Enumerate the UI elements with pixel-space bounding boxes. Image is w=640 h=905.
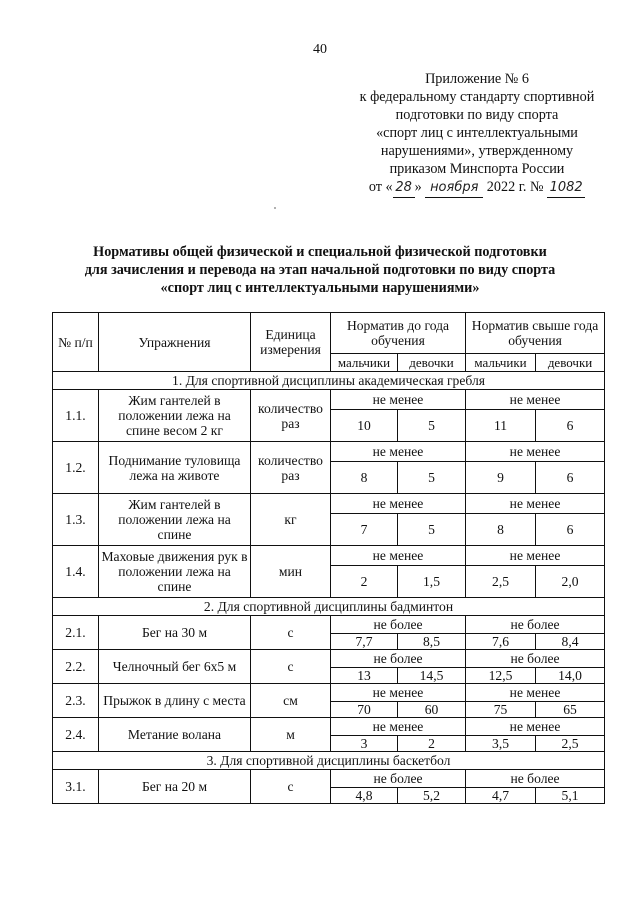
header-unit: Единица измерения <box>251 313 331 372</box>
value-after-girls: 8,4 <box>536 634 605 650</box>
exercise-name: Жим гантелей в положении лежа на спине весом 2 кг <box>99 390 251 442</box>
section-row <box>53 598 605 616</box>
table-row <box>53 494 605 514</box>
condition-after: не менее <box>466 684 605 702</box>
condition-after: не менее <box>466 718 605 736</box>
value-after-boys: 7,6 <box>466 634 536 650</box>
value-before-boys: 70 <box>331 702 398 718</box>
date-mid: » <box>414 179 422 195</box>
condition-after: не более <box>466 616 605 634</box>
table-row <box>53 684 605 702</box>
value-before-boys: 7 <box>331 514 398 546</box>
row-number: 2.1. <box>53 616 99 650</box>
header-norm-after: Норматив свыше года обучения <box>466 313 605 354</box>
unit: см <box>251 684 331 718</box>
table-row <box>53 546 605 566</box>
date-month: ноября <box>425 179 483 198</box>
section-row <box>53 372 605 390</box>
value-after-boys: 4,7 <box>466 788 536 804</box>
table-row <box>53 770 605 788</box>
condition-before: не менее <box>331 442 466 462</box>
value-after-girls: 6 <box>536 462 605 494</box>
header-boys: мальчики <box>331 354 398 372</box>
appendix-line: нарушениями», утвержденному <box>380 143 574 159</box>
appendix-line: «спорт лиц с интеллектуальными <box>376 125 578 141</box>
condition-before: не менее <box>331 390 466 410</box>
value-before-girls: 5 <box>398 462 466 494</box>
row-number: 2.3. <box>53 684 99 718</box>
row-number: 1.4. <box>53 546 99 598</box>
value-after-girls: 6 <box>536 410 605 442</box>
value-after-girls: 65 <box>536 702 605 718</box>
exercise-name: Прыжок в длину с места <box>99 684 251 718</box>
value-after-girls: 14,0 <box>536 668 605 684</box>
value-before-girls: 2 <box>398 736 466 752</box>
exercise-name: Маховые движения рук в положении лежа на спине <box>99 546 251 598</box>
condition-before: не более <box>331 770 466 788</box>
condition-before: не менее <box>331 684 466 702</box>
appendix-block <box>330 70 624 198</box>
unit: количество раз <box>251 442 331 494</box>
document-title <box>30 243 610 297</box>
condition-after: не менее <box>466 442 605 462</box>
row-number: 3.1. <box>53 770 99 804</box>
value-after-boys: 11 <box>466 410 536 442</box>
header-exercise: Упражнения <box>99 313 251 372</box>
header-girls: девочки <box>536 354 605 372</box>
unit: мин <box>251 546 331 598</box>
value-before-girls: 5 <box>398 410 466 442</box>
unit: с <box>251 770 331 804</box>
condition-before: не менее <box>331 494 466 514</box>
table-row <box>53 390 605 410</box>
row-number: 1.2. <box>53 442 99 494</box>
condition-after: не более <box>466 650 605 668</box>
section-title: 2. Для спортивной дисциплины бадминтон <box>53 598 605 616</box>
section-title: 1. Для спортивной дисциплины академическая гребля <box>53 372 605 390</box>
condition-before: не менее <box>331 718 466 736</box>
row-number: 1.3. <box>53 494 99 546</box>
value-before-boys: 10 <box>331 410 398 442</box>
scan-speck <box>274 207 276 209</box>
value-before-girls: 1,5 <box>398 566 466 598</box>
order-number: 1082 <box>547 179 585 198</box>
page-number: 40 <box>313 42 327 57</box>
table-row <box>53 442 605 462</box>
value-before-girls: 8,5 <box>398 634 466 650</box>
condition-before: не более <box>331 616 466 634</box>
condition-before: не менее <box>331 546 466 566</box>
condition-after: не менее <box>466 546 605 566</box>
row-number: 2.4. <box>53 718 99 752</box>
condition-before: не более <box>331 650 466 668</box>
header-norm-before: Норматив до года обучения <box>331 313 466 354</box>
unit: с <box>251 650 331 684</box>
unit: кг <box>251 494 331 546</box>
value-before-boys: 3 <box>331 736 398 752</box>
exercise-name: Челночный бег 6х5 м <box>99 650 251 684</box>
date-prefix: от « <box>368 179 393 195</box>
unit: с <box>251 616 331 650</box>
header-boys: мальчики <box>466 354 536 372</box>
date-year: 2022 г. № <box>486 179 544 195</box>
exercise-name: Поднимание туловища лежа на животе <box>99 442 251 494</box>
table-row <box>53 650 605 668</box>
value-after-girls: 2,5 <box>536 736 605 752</box>
condition-after: не менее <box>466 494 605 514</box>
row-number: 2.2. <box>53 650 99 684</box>
value-after-boys: 8 <box>466 514 536 546</box>
header-row <box>53 313 605 354</box>
norms-table <box>52 312 605 804</box>
row-number: 1.1. <box>53 390 99 442</box>
value-before-boys: 2 <box>331 566 398 598</box>
title-line: Нормативы общей физической и специальной физической подготовки <box>93 244 547 260</box>
value-after-boys: 3,5 <box>466 736 536 752</box>
appendix-date-line <box>330 178 624 198</box>
value-after-girls: 6 <box>536 514 605 546</box>
appendix-line: подготовки по виду спорта <box>395 107 559 123</box>
condition-after: не более <box>466 770 605 788</box>
table-row <box>53 718 605 736</box>
title-line: «спорт лиц с интеллектуальными нарушениями» <box>160 280 480 296</box>
unit: количество раз <box>251 390 331 442</box>
value-after-boys: 75 <box>466 702 536 718</box>
header-girls: девочки <box>398 354 466 372</box>
value-after-girls: 5,1 <box>536 788 605 804</box>
value-before-girls: 14,5 <box>398 668 466 684</box>
value-before-boys: 13 <box>331 668 398 684</box>
exercise-name: Метание волана <box>99 718 251 752</box>
exercise-name: Бег на 30 м <box>99 616 251 650</box>
date-day: 28 <box>393 179 415 198</box>
section-title: 3. Для спортивной дисциплины баскетбол <box>53 752 605 770</box>
unit: м <box>251 718 331 752</box>
appendix-title: Приложение № 6 <box>425 71 529 87</box>
value-after-boys: 12,5 <box>466 668 536 684</box>
value-after-boys: 9 <box>466 462 536 494</box>
value-before-girls: 5 <box>398 514 466 546</box>
value-before-girls: 5,2 <box>398 788 466 804</box>
appendix-line: приказом Минспорта России <box>389 161 565 177</box>
exercise-name: Жим гантелей в положении лежа на спине <box>99 494 251 546</box>
exercise-name: Бег на 20 м <box>99 770 251 804</box>
title-line: для зачисления и перевода на этап начальной подготовки по виду спорта <box>84 262 556 278</box>
value-before-boys: 8 <box>331 462 398 494</box>
appendix-line: к федеральному стандарту спортивной <box>359 89 595 105</box>
condition-after: не менее <box>466 390 605 410</box>
value-before-girls: 60 <box>398 702 466 718</box>
section-row <box>53 752 605 770</box>
header-num: № п/п <box>53 313 99 372</box>
table-row <box>53 616 605 634</box>
value-before-boys: 7,7 <box>331 634 398 650</box>
value-after-girls: 2,0 <box>536 566 605 598</box>
value-after-boys: 2,5 <box>466 566 536 598</box>
value-before-boys: 4,8 <box>331 788 398 804</box>
